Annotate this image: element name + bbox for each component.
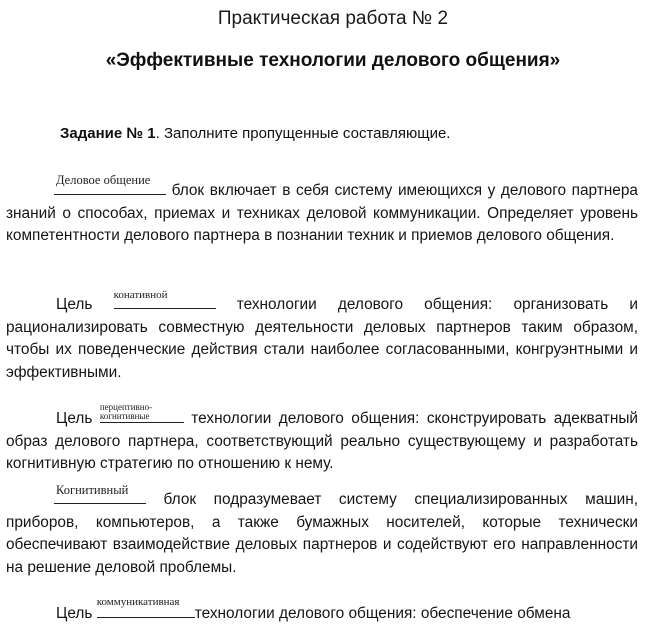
fill-answer-1: Деловое общение	[56, 172, 151, 187]
paragraph-4	[6, 482, 638, 579]
fill-answer-3-line2: когнитивные	[99, 411, 150, 421]
fill-blank-2[interactable]	[113, 288, 216, 309]
fill-blank-3[interactable]	[99, 402, 184, 423]
paragraph-2	[6, 288, 638, 384]
fill-answer-3	[100, 403, 184, 421]
paragraph-2-lead: Цель	[56, 296, 114, 313]
fill-answer-3-line1: перцептивно-	[99, 402, 153, 412]
fill-answer-5: коммуникативная	[96, 595, 180, 608]
fill-blank-1[interactable]	[54, 172, 166, 195]
paragraph-5-lead: Цель	[56, 605, 97, 622]
paragraph-5	[6, 595, 638, 626]
paragraph-3-text: технологии делового общения: сконструировать адекватный образ делового партнера, соответствующий реально существующему и разработать когнитивную стратегию по отношению к нему.	[6, 410, 638, 472]
paragraph-1-text: блок включает в себя систему имеющихся у делового партнера знаний о способах, приемах и техниках деловой коммуникации. Определяет уровень компетентности делового партнера в познании техник и приемов делового общения.	[6, 182, 638, 244]
fill-blank-5[interactable]	[96, 595, 195, 618]
page-subtitle: «Эффективные технологии делового общения»	[105, 50, 561, 71]
paragraph-1	[6, 172, 638, 248]
page-title: Практическая работа № 2	[217, 8, 449, 29]
paragraph-2-text: технологии делового общения: организовать и рационализировать совместную деятельности деловых партнеров таким образом, чтобы их поведенческие действия стали наиболее согласованными, конгруэнтными и эффективными.	[6, 296, 638, 381]
task-instruction: . Заполните пропущенные составляющие.	[155, 125, 451, 142]
paragraph-5-text: технологии делового общения: обеспечение обмена	[194, 605, 571, 622]
task-heading	[60, 125, 450, 142]
fill-answer-4: Когнитивный	[56, 482, 129, 497]
task-label: Задание № 1	[60, 125, 156, 142]
paragraph-3	[6, 402, 638, 476]
fill-answer-2: конативной	[113, 288, 168, 301]
paragraph-4-text: блок подразумевает систему специализированных машин, приборов, компьютеров, а также бумажных носителей, которые технически обеспечивают взаимодействие деловых партнеров и содействуют его направленности на решение деловой проблемы.	[6, 491, 638, 576]
fill-blank-4[interactable]	[54, 482, 146, 504]
paragraph-3-lead: Цель	[56, 410, 100, 427]
